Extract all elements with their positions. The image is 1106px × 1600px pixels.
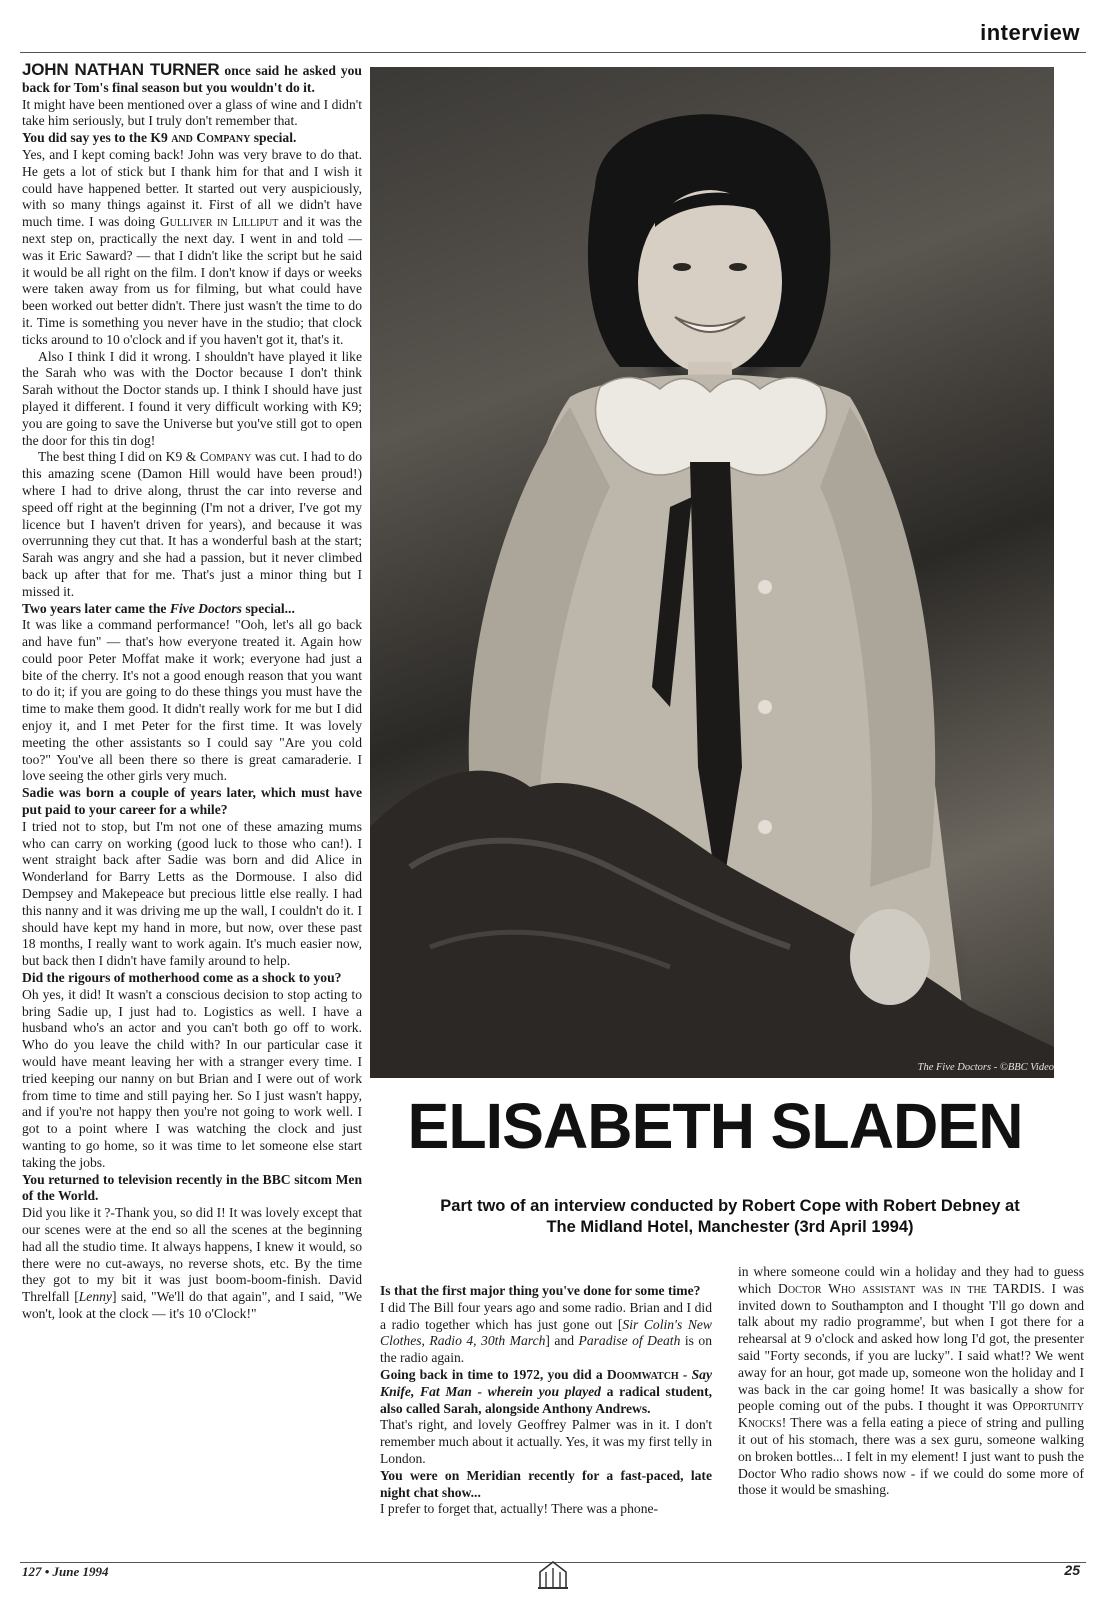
- question-text: special.: [250, 130, 297, 146]
- italic-title: Sir Colin's New Clothes, Radio 4, 30th March: [380, 1316, 712, 1349]
- question-text: a radical student, also called Sarah, alongside Anthony Andrews.: [380, 1383, 712, 1416]
- small-caps-text: Doctor Who assistant was in the: [778, 1280, 987, 1296]
- photo-illustration: [370, 67, 1054, 1078]
- question-text: once said he asked you back for Tom's final season but you wouldn't do it.: [22, 63, 362, 95]
- question-paragraph: Did the rigours of motherhood come as a shock to you?: [22, 970, 342, 986]
- portrait-photo: [370, 67, 1054, 1078]
- subtitle-line: Part two of an interview conducted by Robert Cope with Robert Debney at: [440, 1197, 1020, 1215]
- small-caps-text: Gulliver in Lilliput: [159, 214, 279, 230]
- answer-paragraph: Oh yes, it did! It wasn't a conscious decision to stop acting to bring Sadie up, I just had to. Logistics as well. I have a husband who's an actor and you can't both go off to work. Who do you leave the child with? In our particular case it would have meant leaving her with a stranger every time. I tried keeping our nanny on but Brian and I were out of work from time to time and still paying her. So I just wasn't happy, and if you're not happy then you're not going to work well. I got to a point where I was watching the clock and just wanting to go home, so it was time to let someone else start taking the jobs.: [22, 986, 362, 1170]
- answer-paragraph: [380, 1300, 712, 1367]
- answer-paragraph: [738, 1264, 1084, 1499]
- small-caps-text: Doomwatch: [606, 1366, 679, 1382]
- answer-text: Did you like it ?-Thank you, so did I! It was lovely except that our scenes were at the end so all the scenes at the beginning had all the studio time. It always happens, I knew it would, so there were no cut-aways, no reverse shots, etc. By the time they got to my bit it was just boom-boom-finish. David Threlfall [: [22, 1205, 362, 1305]
- italic-title: - Say Knife, Fat Man - wherein you played: [380, 1366, 712, 1399]
- answer-paragraph: It might have been mentioned over a glass of wine and I didn't take him seriously, but I truly don't remember that.: [22, 96, 362, 129]
- answer-text: ] said, "We'll do that again", and I said, "We won't, look at the clock — it's 10 o'Clock!": [22, 1289, 362, 1321]
- question-text: Two years later came the: [22, 600, 170, 616]
- answer-text: was cut. I had to do this amazing scene (Damon Hill would have been proud!) where I had to drive along, thrust the car into reverse and speed off right at the beginning (I'm not a driver, I've got my licence but I haven't driven for years), and because it was overrunning they cut that. It has a wonderful bash at the start; Sarah was angry and she had a passion, but it never climbed back up after that for me. That's just a minor thing but I missed it.: [22, 449, 362, 599]
- question-text: special...: [241, 600, 295, 616]
- answer-paragraph: I tried not to stop, but I'm not one of these amazing mums who can carry on working (good luck to those who can!). I went straight back after Sadie was born and did Alice in Wonderland for Barry Letts as the Dormouse. I also did Dempsey and Makepeace but precious little else really. I had this nanny and it was driving me up the wall, I couldn't do it. I should have kept my hand in more, but now, over these past 18 months, I really want to work again. It's much easier now, but back then I didn't have family around to help.: [22, 818, 362, 969]
- answer-paragraph: I prefer to forget that, actually! There was a phone-: [380, 1501, 659, 1517]
- question-paragraph: You returned to television recently in the BBC sitcom Men of the World.: [22, 1171, 362, 1204]
- answer-text: ] and: [545, 1333, 579, 1349]
- italic-name: Lenny: [78, 1289, 112, 1305]
- answer-text: The best thing I did on K9 &: [38, 449, 200, 465]
- small-caps-text: Opportunity Knocks: [738, 1398, 1084, 1431]
- question-paragraph: You were on Meridian recently for a fast-paced, late night chat show...: [380, 1467, 712, 1500]
- answer-text: and it was the next step on, practically the next day. I went in and told — was it Eric Saward? — that I didn't like the script but he said it would be all right on the film. I don't know if days or weeks were taken away from us for filming, but what could have been worked out better didn't. There just wasn't the time to do it. Time is something you never have in the studio; that clock ticks around to 10 o'clock and if you haven't got it, that's it.: [22, 214, 362, 347]
- section-label: interview: [980, 20, 1080, 45]
- answer-text: in where someone could win a holiday and they had to guess which: [738, 1264, 1084, 1296]
- answer-text: I did The Bill four years ago and some radio. Brian and I did a radio together which has just gone out [: [380, 1299, 712, 1332]
- right-column: [738, 1264, 1084, 1554]
- question-paragraph: [22, 130, 362, 147]
- lead-name: JOHN NATHAN TURNER: [22, 62, 220, 79]
- italic-title: Paradise of Death: [578, 1333, 681, 1349]
- answer-text: Yes, and I kept coming back! John was very brave to do that. He gets a lot of stick but I thank him for that and I wish it could have happened better. It started out very auspiciously, with so many things against it. First of all we didn't have much time. I was doing: [22, 146, 362, 230]
- question-paragraph: [22, 601, 362, 618]
- photo-caption: The Five Doctors - ©BBC Video: [917, 1062, 1054, 1073]
- question-paragraph: [22, 62, 362, 97]
- left-column: [22, 62, 362, 1562]
- answer-paragraph: Also I think I did it wrong. I shouldn't have played it like the Sarah who was with the Doctor because I don't think Sarah without the Doctor stands up. I think I should have just played it different. I found it very difficult working with K9; you are going to save the Universe but you've still got to open the door for this tin dog!: [22, 348, 362, 448]
- answer-text: TARDIS. I was invited down to Southampton and I thought 'I'll go down and talk about my radio programme', but when I got there for a rehearsal at 9 o'clock and asked how long I'd got, the presenter said "Forty seconds, if you are lucky". I said what!? We went away for an hour, got made up, someone won the holiday and I was back in the car going home! It was basically a show for people coming out of the pubs. I thought it was: [738, 1280, 1084, 1414]
- answer-paragraph: [22, 449, 362, 600]
- answer-paragraph: That's right, and lovely Geoffrey Palmer was in it. I don't remember much about it actually. Yes, it was my first telly in London.: [380, 1417, 712, 1466]
- question-paragraph: Sadie was born a couple of years later, which must have put paid to your career for a while?: [22, 785, 362, 818]
- question-paragraph: [380, 1367, 712, 1417]
- headline: ELISABETH SLADEN: [407, 1090, 1023, 1162]
- answer-paragraph: [22, 1205, 362, 1323]
- small-caps-text: and Company: [171, 130, 251, 146]
- question-text: Going back in time to 1972, you did a: [380, 1366, 607, 1382]
- question-paragraph: Is that the first major thing you've done for some time?: [380, 1283, 701, 1298]
- small-caps-text: Company: [199, 449, 252, 465]
- top-rule: [20, 52, 1086, 53]
- italic-title: Five Doctors: [169, 600, 242, 616]
- middle-column: [380, 1283, 712, 1553]
- answer-paragraph: It was like a command performance! "Ooh, let's all go back and have fun" — that's how everyone treated it. Again how could poor Peter Moffat make it work; everyone had just a bite of the cherry. It's not a good enough reason that you want to do it; if you are going to do these things you must have the time to make them good. It didn't really work for me but I did enjoy it, and I met Peter for the first time. It was lovely meeting the other assistants so I could say "Are you cold too?" You've all been there so there is great camaraderie. I love seeing the other girls very much.: [22, 617, 362, 784]
- question-text: You did say yes to the K9: [22, 130, 172, 146]
- answer-paragraph: [22, 147, 362, 349]
- subtitle-line: The Midland Hotel, Manchester (3rd April 1994): [546, 1218, 914, 1236]
- answer-text: is on the radio again.: [380, 1333, 712, 1366]
- answer-text: ! There was a fella eating a piece of string and pulling it out of his stomach, there was a sex guru, someone walking on broken bottles... I felt in my element! I just want to push the Doctor Who radio shows now - if we could do some more of those it would be smashing.: [738, 1415, 1084, 1498]
- issue-info: 127 • June 1994: [22, 1564, 109, 1579]
- page-number: 25: [1064, 1562, 1080, 1578]
- subtitle: [380, 1196, 1080, 1238]
- tardis-logo-icon: [536, 1558, 570, 1592]
